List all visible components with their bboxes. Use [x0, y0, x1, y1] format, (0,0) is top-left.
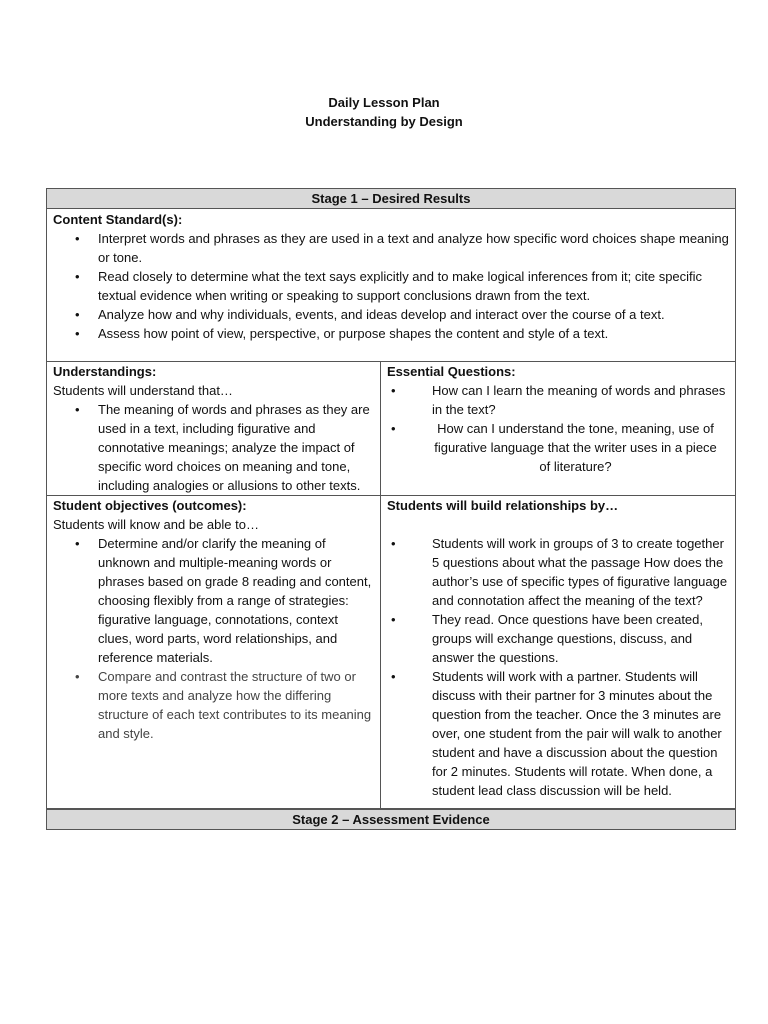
stage2-header: Stage 2 – Assessment Evidence	[47, 809, 735, 829]
list-item: • Interpret words and phrases as they are used in a text and analyze how specific word choices shape meaning or tone.	[53, 229, 729, 267]
list-item: • How can I learn the meaning of words and phrases in the text?	[387, 381, 729, 419]
list-item: • How can I understand the tone, meaning, use of figurative language that the writer uses in a piece of literature?	[387, 419, 729, 476]
objectives-intro: Students will know and be able to…	[53, 517, 259, 532]
spacer	[387, 515, 729, 534]
objectives-list	[53, 534, 374, 743]
list-item: • Students will work in groups of 3 to create together 5 questions about what the passage How does the author’s use of specific types of figurative language and connotation affect the meaning of the text?	[387, 534, 729, 610]
title-line-2: Understanding by Design	[305, 114, 463, 129]
objectives-cell	[47, 496, 381, 808]
list-item: • Assess how point of view, perspective, or purpose shapes the content and style of a text.	[53, 324, 729, 343]
essential-questions-list	[387, 381, 729, 476]
understandings-row	[47, 362, 735, 496]
list-item: • The meaning of words and phrases as they are used in a text, including figurative and connotative meanings; analyze the impact of specific word choices on meaning and tone, including analogies or allusions to other texts.	[53, 400, 374, 495]
list-item: • Compare and contrast the structure of two or more texts and analyze how the differing structure of each text contributes to its meaning and style.	[53, 667, 374, 743]
lesson-plan-table	[46, 188, 736, 830]
list-item: • Determine and/or clarify the meaning of unknown and multiple-meaning words or phrases based on grade 8 reading and content, choosing flexibly from a range of strategies: figurative language, connotations, context clues, word parts, word relationships, and reference materials.	[53, 534, 374, 667]
list-item: • Analyze how and why individuals, events, and ideas develop and interact over the course of a text.	[53, 305, 729, 324]
title-line-1: Daily Lesson Plan	[328, 95, 440, 110]
list-item: • They read. Once questions have been created, groups will exchange questions, discuss, and answer the questions.	[387, 610, 729, 667]
understandings-intro: Students will understand that…	[53, 383, 233, 398]
relationships-list	[387, 534, 729, 800]
content-standards-cell	[47, 209, 735, 362]
objectives-row	[47, 496, 735, 809]
relationships-label: Students will build relationships by…	[387, 498, 619, 513]
relationships-cell	[381, 496, 735, 808]
list-item: • Read closely to determine what the text says explicitly and to make logical inferences from it; cite specific textual evidence when writing or speaking to support conclusions drawn from the text.	[53, 267, 729, 305]
understandings-list	[53, 400, 374, 495]
objectives-label: Student objectives (outcomes):	[53, 498, 247, 513]
understandings-cell	[47, 362, 381, 495]
document-title	[0, 93, 768, 131]
understandings-label: Understandings:	[53, 364, 157, 379]
list-item: • Students will work with a partner. Students will discuss with their partner for 3 minutes about the question from the teacher. Once the 3 minutes are over, one student from the pair will walk to another student and have a discussion about the question for 2 minutes. Students will rotate. When done, a student lead class discussion will be held.	[387, 667, 729, 800]
content-standards-label: Content Standard(s):	[53, 212, 183, 227]
content-standards-list	[53, 229, 729, 343]
essential-questions-cell	[381, 362, 735, 495]
essential-questions-label: Essential Questions:	[387, 364, 516, 379]
stage1-header: Stage 1 – Desired Results	[47, 189, 735, 209]
